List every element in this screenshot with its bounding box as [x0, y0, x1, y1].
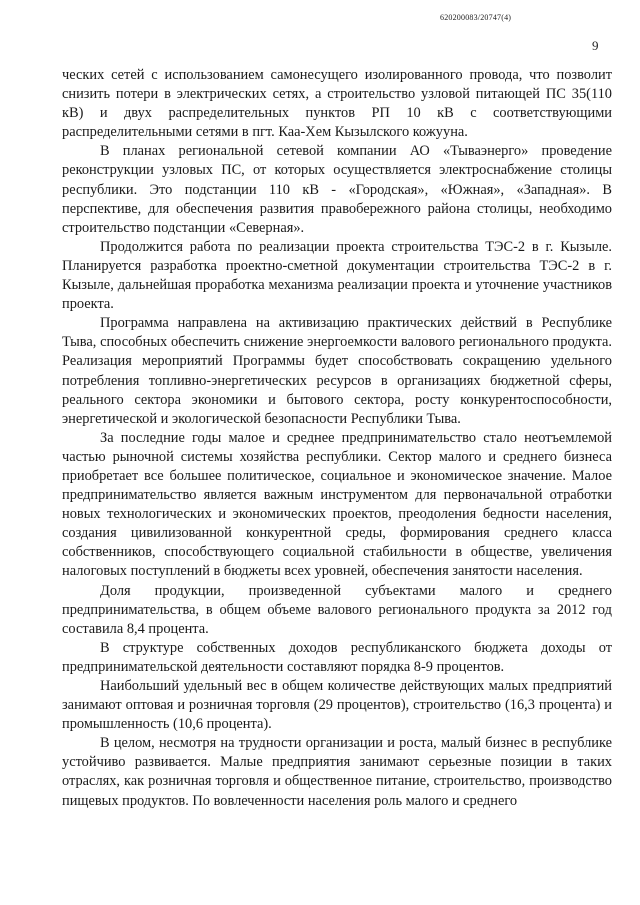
paragraph-8: Наибольший удельный вес в общем количестве действующих малых предприятий занимают оптовая и розничная торговля (29 процентов), строительство (16,3 процента) и промышленность (10,6 процента). — [62, 678, 612, 733]
paragraph-6: Доля продукции, произведенной субъектами малого и среднего предпринимательства, в общем объеме валового регионального продукта за 2012 год составила 8,4 процента. — [62, 582, 612, 637]
paragraph-3: Продолжится работа по реализации проекта строительства ТЭС-2 в г. Кызыле. Планируется разработка проектно-сметной документации строительства ТЭС-2 в г. Кызыле, дальнейшая проработка механизма реализации проекта и уточнение участников проекта. — [62, 238, 612, 313]
paragraph-5: За последние годы малое и среднее предпринимательство стало неотъемлемой частью рыночной системы хозяйства республики. Сектор малого и среднего бизнеса приобретает все большее политическое, социальное и экономическое значение. Малое предпринимательство является важным инструментом для первоначальной отработки новых технологических и экономических проектов, преодоления бедности населения, создания цивилизованной конкурентной среды, формирования среднего класса собственников, способствующего социальной стабильности в обществе, увеличения налоговых поступлений в бюджеты всех уровней, обеспечения занятости населения. — [62, 429, 612, 580]
document-id: 620200083/20747(4) — [440, 13, 512, 22]
paragraph-7: В структуре собственных доходов республиканского бюджета доходы от предпринимательской деятельности составляют порядка 8-9 процентов. — [62, 639, 612, 675]
paragraph-1: ческих сетей с использованием самонесущего изолированного провода, что позволит снизить потери в электрических сетях, а строительство узловой питающей ПС 35(110 кВ) и двух распределительных пунктов РП 10 кВ с соответствующими распределительными сетями в пгт. Каа-Хем Кызылского кожууна. — [62, 67, 612, 141]
paragraph-4: Программа направлена на активизацию практических действий в Республике Тыва, способных обеспечить снижение энергоемкости валового регионального продукта. Реализация мероприятий Программы будет способствовать сокращению удельного потребления топливно-энергетических ресурсов в организациях бюджетной сферы, реального сектора экономики и бытового сектора, росту конкурентоспособности, энергетической и экологической безопасности Республики Тыва. — [62, 315, 612, 427]
paragraph-9: В целом, несмотря на трудности организации и роста, малый бизнес в республике устойчиво развивается. Малые предприятия занимают серьезные позиции в таких отраслях, как розничная торговля и общественное питание, строительство, производство пищевых продуктов. По вовлеченности населения роль малого и среднего — [62, 735, 612, 809]
document-body — [62, 66, 612, 811]
paragraph-2: В планах региональной сетевой компании АО «Тываэнерго» проведение реконструкции узловых ПС, от которых осуществляется электроснабжение столицы республики. Это подстанции 110 кВ - «Городская», «Южная», «Западная». В перспективе, для обеспечения развития правобережного района столицы, необходимо строительство подстанции «Северная». — [62, 143, 612, 236]
page-number: 9 — [592, 38, 599, 53]
